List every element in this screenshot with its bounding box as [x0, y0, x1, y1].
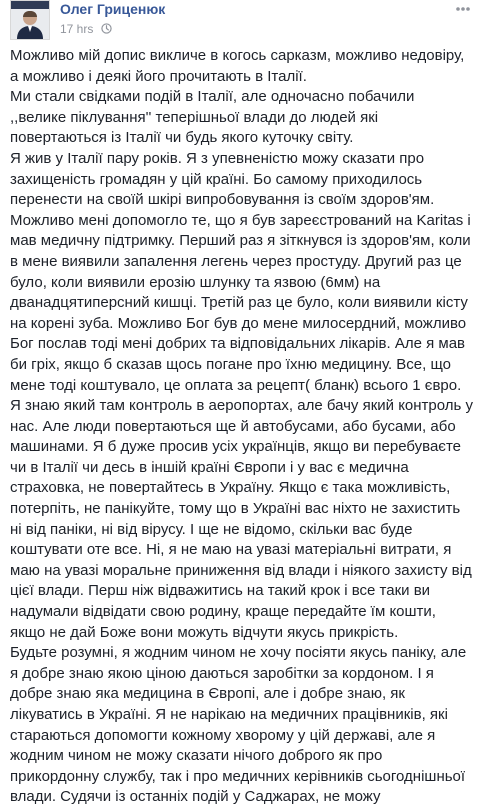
post-body [10, 46, 474, 808]
post-paragraph: Я знаю який там контроль в аеропортах, але бачу який контроль у нас. Але люди повертаються ще й автобусами, або бусами, або машинами. Я б дуже просив усіх українців, якщо ви перебуваєте чи в Італії чи десь в іншій країні Європи і у вас є медична страховка, не повертайтесь в Україну. Якщо є така можливість, потерпіть, не панікуйте, тому що в Україні вас ніхто не захистить ні від паніки, ні від вірусу. І ще не відомо, скільки вас буде коштувати оте все. Ні, я не маю на увазі матеріальні витрати, я маю на увазі моральне приниження від влади і ніякого захисту від цієї влади. Перш ніж відважитись на такий крок і все таки ви надумали відвідати свою родину, краще передайте їм кошти, якщо не дай Боже вони можуть відчути якусь прикрість. [10, 397, 474, 641]
post-paragraph: Можливо мій допис викличе в когось сарказм, можливо недовіру, а можливо і деякі його прочитають в Італії. [10, 47, 465, 85]
post-header [10, 0, 472, 42]
author-name[interactable]: Олег Гриценюк [60, 1, 166, 17]
clock-icon [101, 23, 112, 34]
post-time[interactable]: 17 hrs [60, 22, 94, 36]
avatar-image [11, 1, 49, 39]
post-paragraph: Я жив у Італії пару років. Я з упевненістю можу сказати про захищеність громадян у цій країні. Бо самому приходилось перенести на своїй шкірі випробовування із своїм здоров'ям. Можливо мені допомогло те, що я був зареєстрований на Karitas і мав медичну підтримку. Перший раз я зіткнувся із здоров'ям, коли в мене виявили запалення легень через простуду. Другий раз це було, коли виявили ерозію шлунку та язвою (6мм) на дванадцятиперсний кишці. Третій раз це було, коли виявили кісту на корені зуба. Можливо Бог був до мене милосердний, можливо Бог послав тоді мені добрих та відповідальних лікарів. Але я мав би гріх, якщо б сказав щось погане про їхню медицину. Все, що мене тоді коштувало, це оплата за рецепт( бланк) всього 1 євро. [10, 149, 471, 394]
author-avatar[interactable] [10, 0, 50, 40]
post-paragraph: Ми стали свідками подій в Італії, але одночасно побачили ,,велике піклування'' теперішньої влади до людей які повертаються із Італії чи будь якого куточку світу. [10, 88, 415, 147]
post-paragraph: Будьте розумні, я жодним чином не хочу посіяти якусь паніку, але я добре знаю якою ціною даються заробітки за кордоном. І я добре знаю яка медицина в Європі, але і добре знаю, як лікуватись в Україні. Я не нарікаю на медичних працівників, які стараються допомогти кожному хворому у цій державі, але я жодним чином не можу сказати нічого доброго як про прикордонну службу, так і про медичних керівників сьогоднішньої влади. Судячи із останніх подій у Саджарах, не можу [10, 644, 467, 806]
more-options-icon[interactable] [454, 2, 472, 16]
post-meta [60, 22, 112, 38]
